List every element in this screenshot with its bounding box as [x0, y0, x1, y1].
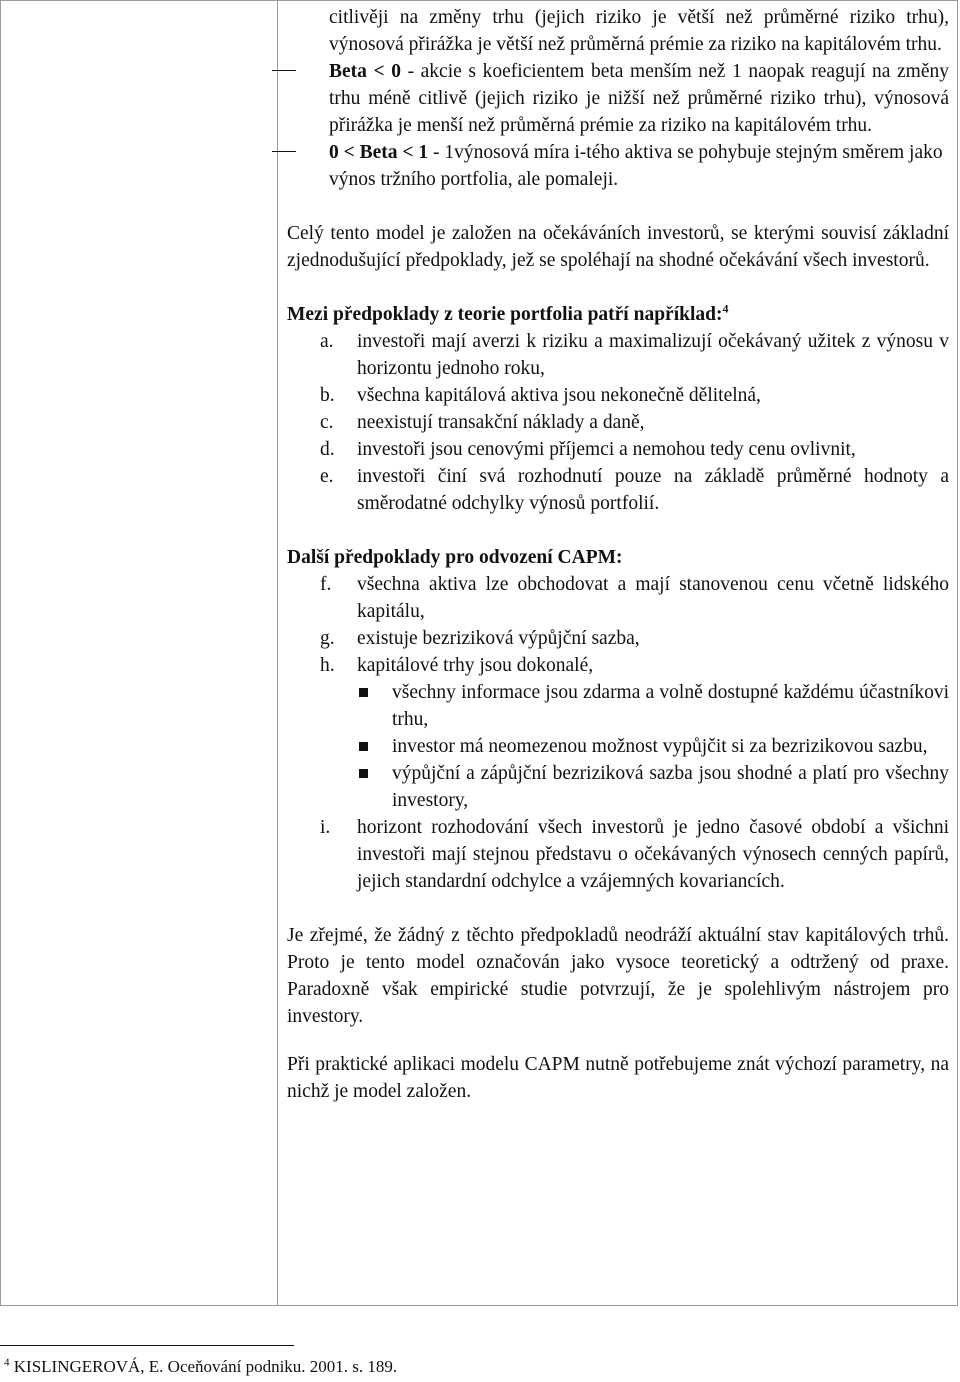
dash-bullet-icon: [272, 70, 296, 71]
list-marker: i.: [320, 817, 331, 838]
list-item: [287, 436, 949, 463]
list-item-text: existuje bezriziková výpůjční sazba,: [357, 628, 640, 649]
beta-item-negative: [287, 58, 949, 139]
dash-bullet-icon: [272, 151, 296, 152]
list-item-text: všechna aktiva lze obchodovat a mají stanovenou cenu včetně lidského kapitálu,: [357, 574, 949, 622]
list-item-text: horizont rozhodování všech investorů je jedno časové období a všichni investoři mají stejnou představu o očekávaných výnosech cenných papírů, jejich standardní odchylce a vzájemných kovariancích.: [357, 817, 949, 892]
beta-description: - akcie s koeficientem beta menším než 1 naopak reagují na změny trhu méně citlivě (jejich riziko je nižší než průměrné riziko trhu), výnosová přirážka je menší než průměrná prémie za riziko na kapitálovém trhu.: [329, 61, 949, 136]
list-item-text: investoři jsou cenovými příjemci a nemohou tedy cenu ovlivnit,: [357, 439, 856, 460]
list-marker: c.: [320, 412, 334, 433]
list-item: [287, 463, 949, 517]
beta-item-between: [287, 139, 949, 193]
list-marker: g.: [320, 628, 335, 649]
sub-list-item-text: investor má neomezenou možnost vypůjčit si za bezrizikovou sazbu,: [392, 736, 928, 757]
beta-condition: Beta < 0: [329, 61, 401, 82]
list-item: [287, 382, 949, 409]
sub-list-item-text: výpůjční a zápůjční bezriziková sazba jsou shodné a platí pro všechny investory,: [392, 763, 949, 811]
list-item-text: kapitálové trhy jsou dokonalé,: [357, 655, 594, 676]
sub-list-item: [287, 679, 949, 733]
footnote-separator: [0, 1345, 294, 1346]
list-item-text: investoři mají averzi k riziku a maximalizují očekávaný užitek z výnosu v horizontu jednoho roku,: [357, 331, 949, 379]
list-item: [287, 328, 949, 382]
list-marker: e.: [320, 466, 334, 487]
list-item-text: neexistují transakční náklady a daně,: [357, 412, 645, 433]
list-item: [287, 625, 949, 652]
list-marker: h.: [320, 655, 335, 676]
capm-assumptions-heading: Další předpoklady pro odvození CAPM:: [287, 547, 623, 568]
footnote-reference: 4: [722, 301, 729, 316]
square-bullet-icon: [359, 688, 368, 697]
list-item-text: všechna kapitálová aktiva jsou nekonečně dělitelná,: [357, 385, 761, 406]
sub-list-item: [287, 733, 949, 760]
list-item-text: investoři činí svá rozhodnutí pouze na základě průměrné hodnoty a směrodatné odchylky výnosů portfolií.: [357, 466, 949, 514]
list-marker: a.: [320, 331, 334, 352]
main-text-column: [287, 4, 949, 1105]
list-marker: b.: [320, 385, 335, 406]
list-item: [287, 409, 949, 436]
list-marker: f.: [320, 574, 332, 595]
footnote-text: KISLINGEROVÁ, E. Oceňování podniku. 2001. s. 189.: [13, 1357, 398, 1376]
model-paragraph: Celý tento model je založen na očekáváních investorů, se kterými souvisí základní zjednodušující předpoklady, jež se spoléhají na shodné očekávání všech investorů.: [287, 223, 949, 271]
square-bullet-icon: [359, 742, 368, 751]
list-item: [287, 571, 949, 625]
list-item: [287, 652, 949, 679]
closing-paragraph: Je zřejmé, že žádný z těchto předpokladů neodráží aktuální stav kapitálových trhů. Proto je tento model označován jako vysoce teoretický a odtržený od praxe. Paradoxně však empirické studie potvrzují, že je spolehlivým nástrojem pro investory.: [287, 925, 949, 1027]
sub-list-item-text: všechny informace jsou zdarma a volně dostupné každému účastníkovi trhu,: [392, 682, 949, 730]
portfolio-assumptions-heading: Mezi předpoklady z teorie portfolia patří například:$^4$: [287, 301, 729, 325]
square-bullet-icon: [359, 769, 368, 778]
sub-list-item: [287, 760, 949, 814]
list-marker: d.: [320, 439, 335, 460]
beta-description: - 1výnosová míra i-tého aktiva se pohybuje stejným směrem jako výnos tržního portfolia, ale pomaleji.: [329, 142, 943, 190]
intro-continuation: citlivěji na změny trhu (jejich riziko je větší než průměrné riziko trhu), výnosová přirážka je větší než průměrná prémie za riziko na kapitálovém trhu.: [329, 7, 949, 55]
list-item: [287, 814, 949, 895]
beta-condition: 0 < Beta < 1: [329, 142, 429, 163]
closing-paragraph: Při praktické aplikaci modelu CAPM nutně potřebujeme znát výchozí parametry, na nichž je model založen.: [287, 1054, 949, 1102]
table-column-divider: [277, 0, 278, 1306]
footnote-number: 4: [4, 1356, 10, 1369]
footnote: [4, 1357, 397, 1377]
